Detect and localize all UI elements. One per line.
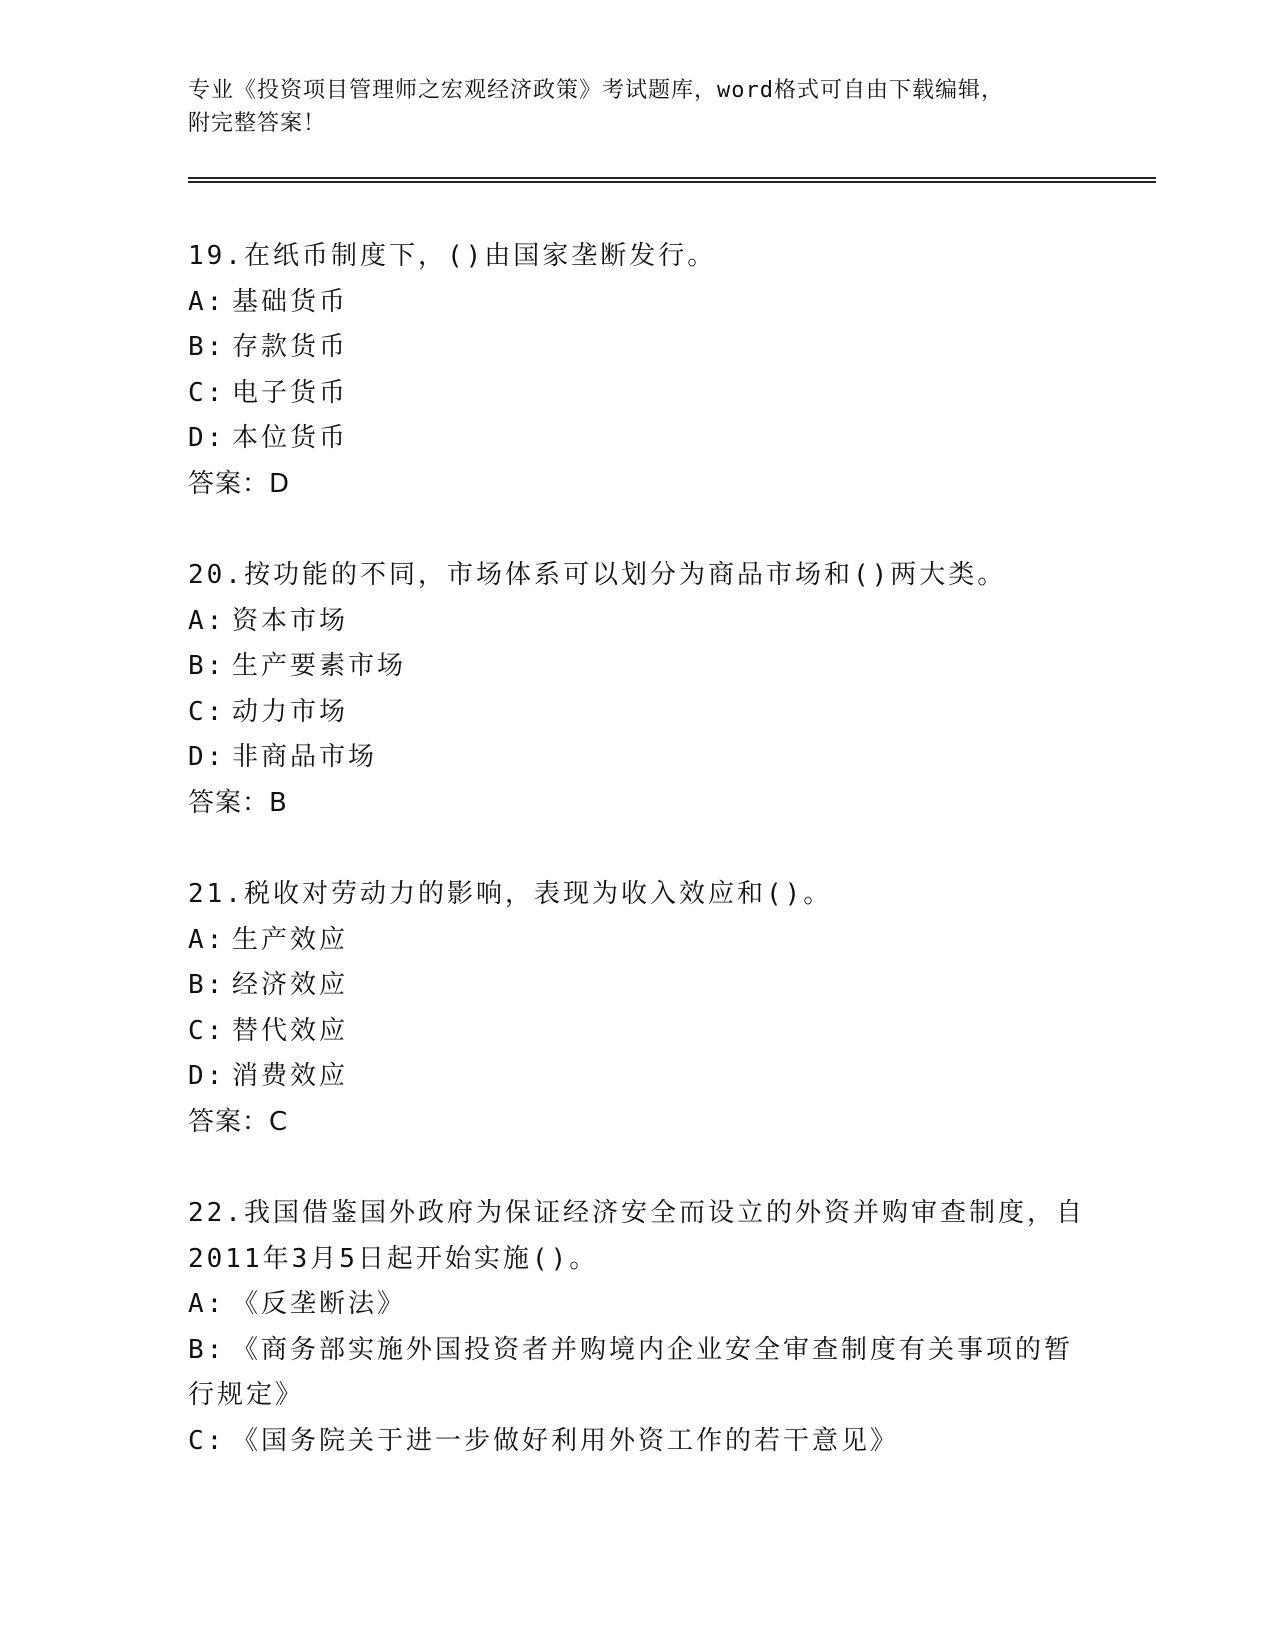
option-c xyxy=(188,1009,1088,1055)
option-text: 动力市场 xyxy=(232,696,349,727)
question-stem-line-2: 2011年3月5日起开始实施()。 xyxy=(188,1243,599,1274)
answer-line: 答案：B xyxy=(188,787,288,818)
question-stem-line-1: 22.我国借鉴国外政府为保证经济安全而设立的外资并购审查制度，自 xyxy=(188,1198,1085,1228)
question-19 xyxy=(188,234,1088,507)
option-label: A: xyxy=(188,605,226,636)
option-label: D: xyxy=(188,1061,226,1091)
option-text: 《国务院关于进一步做好利用外资工作的若干意见》 xyxy=(232,1425,900,1456)
option-label: A: xyxy=(188,286,226,317)
option-d xyxy=(188,735,1088,781)
option-label: C: xyxy=(188,377,226,408)
option-d xyxy=(188,1054,1088,1100)
option-d xyxy=(188,416,1088,462)
header-divider xyxy=(188,177,1156,183)
option-text: 《反垄断法》 xyxy=(232,1289,407,1319)
option-label: B: xyxy=(188,651,226,681)
option-text: 生产效应 xyxy=(232,924,349,955)
option-text: 本位货币 xyxy=(232,423,349,453)
option-label: D: xyxy=(188,423,226,453)
option-label: D: xyxy=(188,742,226,772)
option-text: 生产要素市场 xyxy=(232,651,407,681)
option-b-continuation: 行规定》 xyxy=(188,1380,305,1410)
option-text: 经济效应 xyxy=(232,970,349,1000)
question-21 xyxy=(188,872,1088,1145)
option-c xyxy=(188,371,1088,417)
option-a xyxy=(188,280,1088,326)
option-text: 非商品市场 xyxy=(232,742,378,772)
question-stem: 21.税收对劳动力的影响，表现为收入效应和()。 xyxy=(188,879,833,909)
option-label: C: xyxy=(188,696,226,727)
question-22 xyxy=(188,1191,1088,1464)
option-b xyxy=(188,325,1088,371)
option-text: 存款货币 xyxy=(232,332,349,362)
header-line-1: 专业《投资项目管理师之宏观经济政策》考试题库，word格式可自由下载编辑， xyxy=(188,78,1004,103)
question-list xyxy=(188,234,1088,1510)
document-header xyxy=(188,74,1088,140)
option-b xyxy=(188,963,1088,1009)
option-text: 消费效应 xyxy=(232,1061,349,1091)
option-label: B: xyxy=(188,332,226,362)
question-stem: 19.在纸币制度下，()由国家垄断发行。 xyxy=(188,241,717,271)
question-20 xyxy=(188,553,1088,826)
header-line-2: 附完整答案！ xyxy=(188,111,327,136)
answer-line: 答案：D xyxy=(188,468,291,499)
option-label: C: xyxy=(188,1015,226,1046)
option-label: B: xyxy=(188,970,226,1000)
option-b xyxy=(188,1328,1088,1374)
option-text: 资本市场 xyxy=(232,605,349,636)
option-a xyxy=(188,1282,1088,1328)
option-a xyxy=(188,599,1088,645)
option-text: 电子货币 xyxy=(232,377,349,408)
option-label: C: xyxy=(188,1425,226,1456)
option-label: A: xyxy=(188,1289,226,1319)
option-text: 基础货币 xyxy=(232,286,349,317)
option-b xyxy=(188,644,1088,690)
option-label: B: xyxy=(188,1334,226,1365)
option-a xyxy=(188,918,1088,964)
option-text: 替代效应 xyxy=(232,1015,349,1046)
option-c xyxy=(188,1419,1088,1465)
option-label: A: xyxy=(188,924,226,955)
answer-line: 答案：C xyxy=(188,1106,289,1137)
question-stem: 20.按功能的不同，市场体系可以划分为商品市场和()两大类。 xyxy=(188,560,1007,590)
option-c xyxy=(188,690,1088,736)
option-text: 《商务部实施外国投资者并购境内企业安全审查制度有关事项的暂 xyxy=(232,1334,1074,1365)
